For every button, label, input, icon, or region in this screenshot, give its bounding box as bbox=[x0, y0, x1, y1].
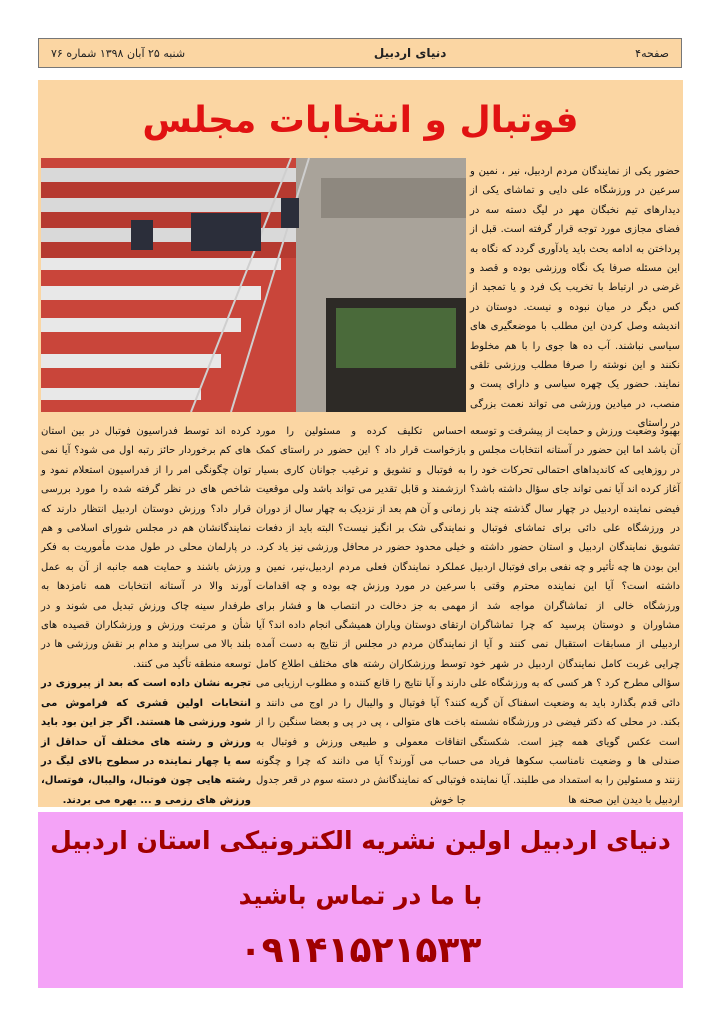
article-text: بهبود وضعیت ورزش و حمایت از پیشرفت و توسعه آن باشد اما این حضور در آستانه انتخابات مجلس و در روزهایی که کاندیداهای احتمالی تحرکات خود را آغاز کرده اند آیا نمی تواند جای سؤال داشته باشد؟ فیضی نماینده اردبیل در چهار سال گذشته چند بار در ورزشگاه علی دائی برای تماشای فوتبال و تشویق نمایندگان اردبیل و استان حضور داشته و این بودن ها چه تأثیر و چه نفعی برای فوتبال اردبیل داشته است؟ آیا این نماینده محترم وقتی با ورزشگاه خالی از تماشاگران مواجه شد از مشاوران و دوستان پرسید که چرا تماشاگران اردبیلی از مسابقات استقبال نمی کنند و آیا از چرایی غربت کامل نمایندگان اردبیل در شهر خود سؤالی مطرح کرد ؟ هر کسی که به ورزشگاه علی دائی قدم بگذارد باید به وضعیت اسفناک آن گریه بکند. در محلی که دکتر فیضی در ورزشگاه نشسته است عکس گویای همه چیز است. شکستگی صندلی ها و وضعیت نامناسب سکوها فریاد می زنند و مسئولین را به استمداد می طلبند. آیا نماینده اردبیل با دیدن این صحنه ها bbox=[470, 426, 680, 806]
stadium-photo bbox=[41, 158, 466, 412]
article-text: احساس تکلیف کرده و مسئولین را مورد بازخواست قرار داد ؟ این حضور در راستای کمک به فوتبال و تشویق و ترغیب جوانان کاری بسیار ارزشمند و قابل تقدیر می تواند باشد ولی موقعیت زمانی و آن هم بعد از نزدیک به چهار سال از دوران نمایندگی شک بر انگیز نیست؟ البته باید از دفعات خیلی محدود حضور در محافل ورزشی نیز یاد کرد. عملکرد نمایندگان فعلی مردم اردبیل،نیر، نمین و سرعین در مورد ورزش چه بوده و چه اقدامات مهمی به جز دخالت در انتصاب ها و فشار برای ارتقای دوستان ویاران همیشگی انجام داده اند؟ آیا نمایندگان مردم در مجلس از نتایج به دست آمده توسط ورزشکاران رشته های مختلف اطلاع کامل دارند و آیا نتایج را قانع کننده و مطلوب ارزیابی می کنند؟ آیا فوتبال و والیبال را در اوج می دانند و باخت های متوالی ، پی در پی و بعضا سنگین را از اتفاقات معمولی و طبیعی ورزش و فوتبال به حساب می آورند؟ آیا می دانند که چرا و چگونه فوتبالی که نمایندگانش در دسته سوم در قعر جدول جا خوش bbox=[256, 426, 466, 806]
article-text: کرده اند توسط فدراسیون فوتبال در بین استان های کم برخوردار حائز رتبه اول می شود؟ آیا نمی توان چگونگی امر را از فدراسیون استعلام نمود و شاخص های در نظر گرفته شده را مورد بررسی قرار داد؟ ورزش دوستان اردبیل انتظار دارند که نمایندگانشان هم در مجلس شورای اسلامی و هم در پارلمان محلی در طول مدت مأموریت به فکر ورزش باشند و حمایت همه جانبه از آن به عمل آورند والا در آستانه انتخابات همه نامزدها به طرفدار سینه چاک ورزش تبدیل می شوند و در شأن و مرتبت ورزش و ورزشکاران قصیده های بلند بالا می سرایند و مدام بر نقش ورزشی ها در توسعه منطقه تأکید می کنند. bbox=[41, 426, 251, 670]
publication-name: دنیای اردبیل bbox=[373, 46, 447, 60]
article-column-middle bbox=[256, 422, 466, 810]
footer-banner bbox=[38, 812, 683, 988]
footer-phone-number[interactable]: ۰۹۱۴۱۵۲۱۵۳۳ bbox=[239, 930, 482, 971]
footer-tagline: دنیای اردبیل اولین نشریه الکترونیکی استان اردبیل bbox=[50, 826, 671, 855]
issue-date: شنبه ۲۵ آبان ۱۳۹۸ شماره ۷۶ bbox=[51, 46, 186, 60]
page-number: صفحه۴ bbox=[635, 46, 669, 60]
article-column-left bbox=[41, 422, 251, 810]
article-title: فوتبال و انتخابات مجلس bbox=[142, 100, 579, 141]
stadium-photo-image bbox=[41, 158, 466, 412]
footer-contact-text: با ما در تماس باشید bbox=[238, 881, 483, 910]
article-column-right-top bbox=[470, 162, 680, 434]
article-conclusion: تجربه نشان داده است که بعد از پیروزی در انتخابات اولین قشری که فراموش می شود ورزشی ها هستند. اگر جز این بود باید ورزش و رشته های مختلف آن حداقل از سه یا چهار نماینده در سطوح بالای لیگ در رشته هایی چون فوتبال، والیبال، فوتسال، ورزش های رزمی و ... بهره می بردند. bbox=[41, 678, 251, 806]
article-column-right-bottom bbox=[470, 422, 680, 810]
article-text: حضور یکی از نمایندگان مردم اردبیل، نیر ، نمین و سرعین در ورزشگاه علی دایی و تماشای یکی از دیدارهای تیم نخبگان مهر در لیگ دسته سه در فضای مجازی مورد توجه قرار گرفته است. قبل از پرداختن به ادامه بحث باید یادآوری گردد که نگاه به این مسئله صرفا یک نگاه ورزشی بوده و قصد و غرضی در ارتباط با تخریب یک فرد و یا تمجید از کس دیگر در میان نبوده و نیست. دوستان در اندیشه وصل کردن این مطلب با موضعگیری های سیاسی نباشند. آب ده ها جوی را با هم مخلوط نکنند و این نوشته را صرفا مطلب ورزشی تلقی نمایند. حضور یک چهره سیاسی و دارای پست و منصب، در میادین ورزشی می تواند نعمت بزرگی در راستای bbox=[470, 166, 680, 430]
page-header bbox=[38, 38, 682, 68]
